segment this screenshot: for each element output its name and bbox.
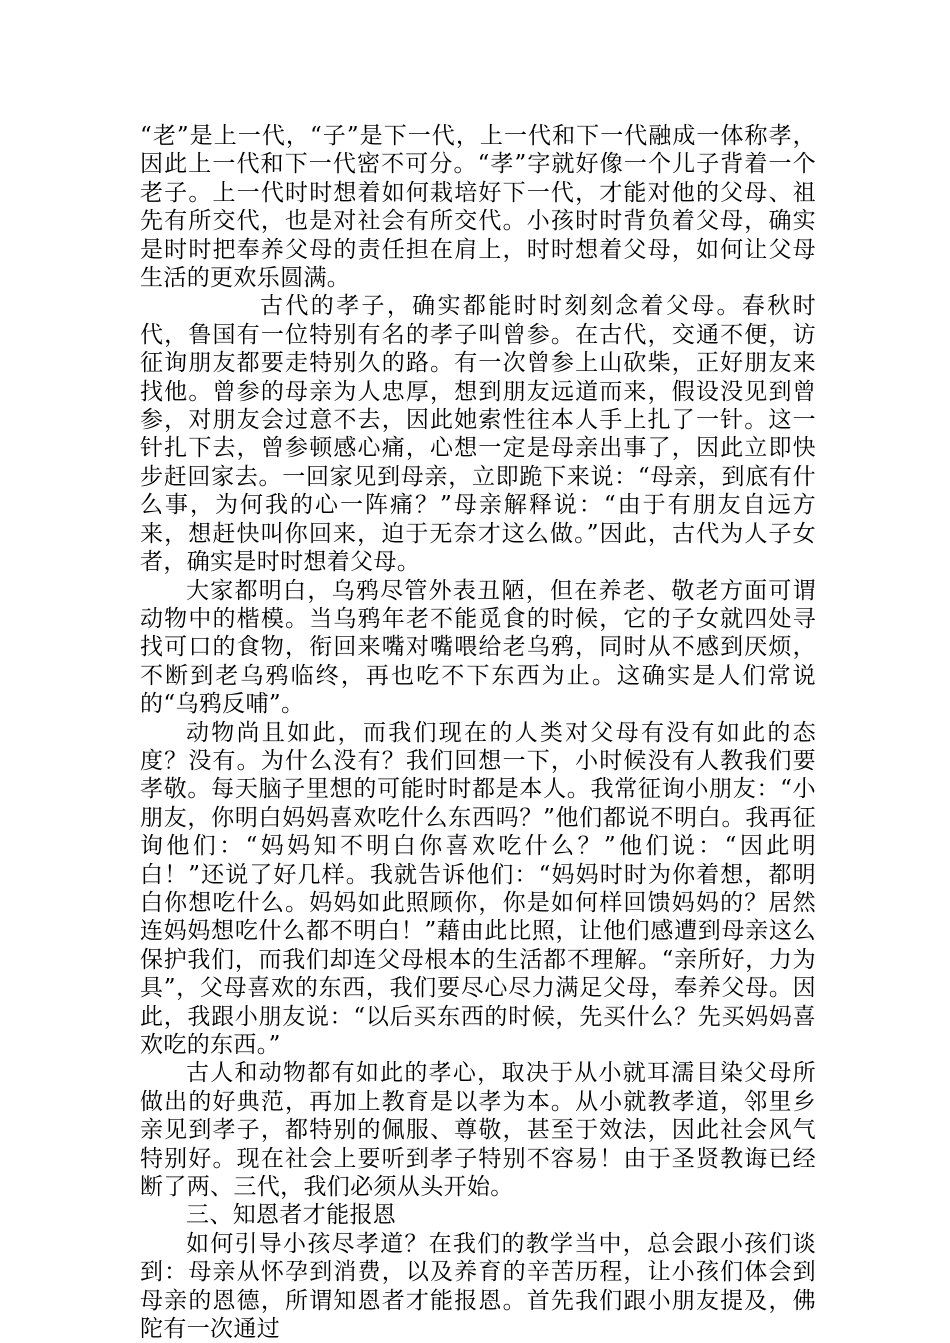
paragraph-crow-feeding: 大家都明白，乌鸦尽管外表丑陋，但在养老、敬老方面可谓动物中的楷模。当乌鸦年老不能觅食的时候，它的子女就四处寻找可口的食物，衔回来嘴对嘴喂给老乌鸦，同时从不感到厌烦，不断到老乌鸦临终，再也吃不下东西为止。这确实是人们常说的“乌鸦反哺”。 bbox=[140, 577, 816, 718]
paragraph-good-example: 古人和动物都有如此的孝心，取决于从小就耳濡目染父母所做出的好典范，再加上教育是以孝为本。从小就教孝道，邻里乡亲见到孝子，都特别的佩服、尊敬，甚至于效法，因此社会风气特别好。现在社会上要听到孝子特别不容易！由于圣贤教诲已经断了两、三代，我们必须从头开始。 bbox=[140, 1060, 816, 1201]
section-heading: 三、知恩者才能报恩 bbox=[186, 1202, 397, 1229]
paragraph-filial-meaning: “老”是上一代，“子”是下一代，上一代和下一代融成一体称孝，因此上一代和下一代密不可分。“孝”字就好像一个儿子背着一个老子。上一代时时想着如何栽培好下一代，才能对他的父母、祖先有所交代，也是对社会有所交代。小孩时时背负着父母，确实是时时把奉养父母的责任担在肩上，时时想着父母，如何让父母生活的更欢乐圆满。 bbox=[140, 123, 816, 292]
paragraph-zeng-shen-story: 古代的孝子，确实都能时时刻刻念着父母。春秋时代，鲁国有一位特别有名的孝子叫曾参。在古代，交通不便，访征询朋友都要走特别久的路。有一次曾参上山砍柴，正好朋友来找他。曾参的母亲为人忠厚，想到朋友远道而来，假设没见到曾参，对朋友会过意不去，因此她索性往本人手上扎了一针。这一针扎下去，曾参顿感心痛，心想一定是母亲出事了，因此立即快步赶回家去。一回家见到母亲，立即跪下来说：“母亲，到底有什么事，为何我的心一阵痛？”母亲解释说：“由于有朋友自远方来，想赶快叫你回来，迫于无奈才这么做。”因此，古代为人子女者，确实是时时想着父母。 bbox=[140, 293, 816, 576]
paragraph-teaching-gratitude: 如何引导小孩尽孝道？在我们的教学当中，总会跟小孩们谈到：母亲从怀孕到消费，以及养育的辛苦历程，让小孩们体会到母亲的恩德，所谓知恩者才能报恩。首先我们跟小朋友提及，佛陀有一次通过 bbox=[140, 1230, 816, 1343]
document-body bbox=[140, 122, 816, 1343]
paragraph-children-questions: 动物尚且如此，而我们现在的人类对父母有没有如此的态度？没有。为什么没有？我们回想一下，小时候没有人教我们要孝敬。每天脑子里想的可能时时都是本人。我常征询小朋友：“小朋友，你明白妈妈喜欢吃什么东西吗？”他们都说不明白。我再征询他们：“妈妈知不明白你喜欢吃什么？”他们说：“因此明白！”还说了好几样。我就告诉他们：“妈妈时时为你着想，都明白你想吃什么。妈妈如此照顾你，你是如何样回馈妈妈的？居然连妈妈想吃什么都不明白！”藉由此比照，让他们感遭到母亲这么保护我们，而我们却连父母根本的生活都不理解。“亲所好，力为具”，父母喜欢的东西，我们要尽心尽力满足父母，奉养父母。因此，我跟小朋友说：“以后买东西的时候，先买什么？先买妈妈喜欢吃的东西。” bbox=[140, 719, 816, 1058]
